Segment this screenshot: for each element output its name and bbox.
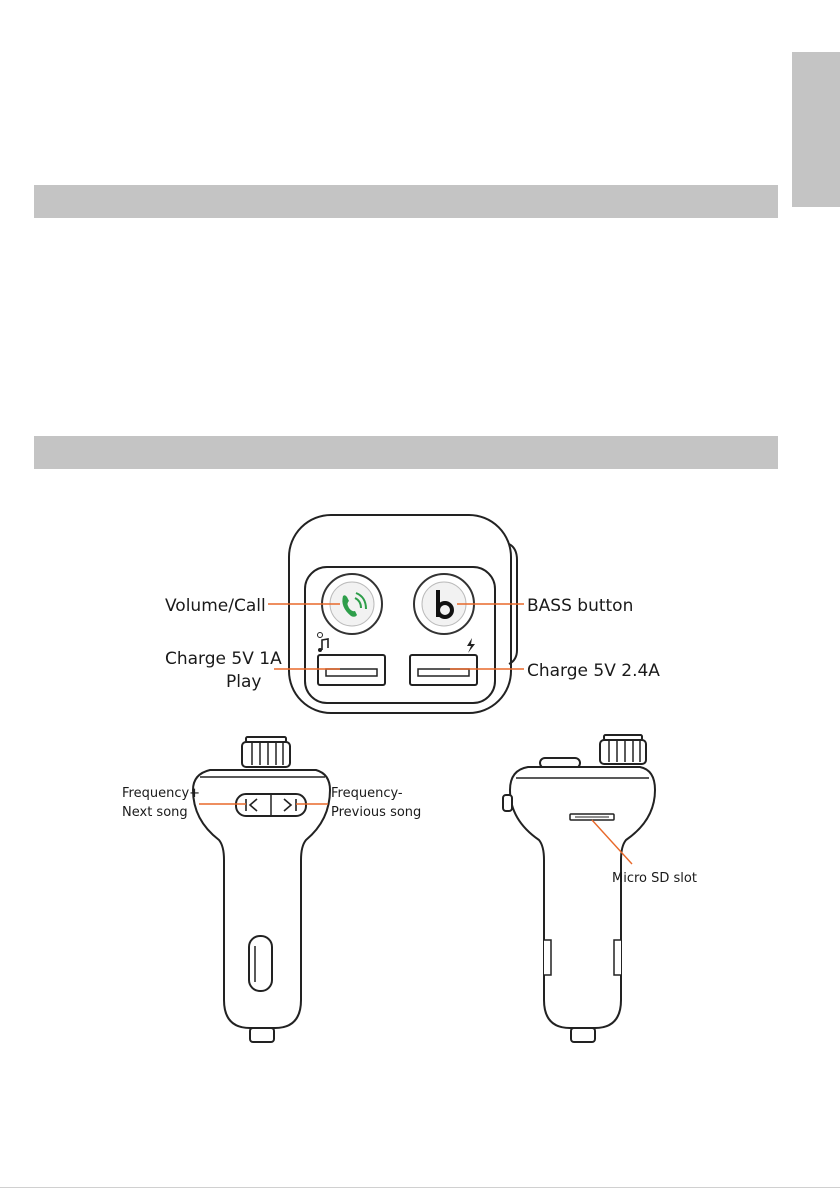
callout-previous-song: Previous song <box>331 805 422 820</box>
frequency-buttons <box>236 794 306 816</box>
callout-volume-call: Volume/Call <box>165 596 266 616</box>
callout-frequency-plus: Frequency+ <box>122 786 201 801</box>
callout-bass-button: BASS button <box>527 596 634 616</box>
usb-port-1a <box>318 655 385 685</box>
callout-charge-2-4a: Charge 5V 2.4A <box>527 661 660 681</box>
callout-play: Play <box>226 672 262 692</box>
micro-sd-slot <box>570 814 614 820</box>
callout-frequency-minus: Frequency- <box>331 786 403 801</box>
callout-next-song: Next song <box>122 805 188 820</box>
callout-charge-1a: Charge 5V 1A <box>165 649 282 669</box>
side-view-sd-slot <box>503 735 655 1042</box>
callout-micro-sd-slot: Micro SD slot <box>612 871 697 886</box>
side-view-buttons <box>193 737 330 1042</box>
usb-port-2-4a <box>410 655 477 685</box>
top-view-device <box>289 515 517 713</box>
